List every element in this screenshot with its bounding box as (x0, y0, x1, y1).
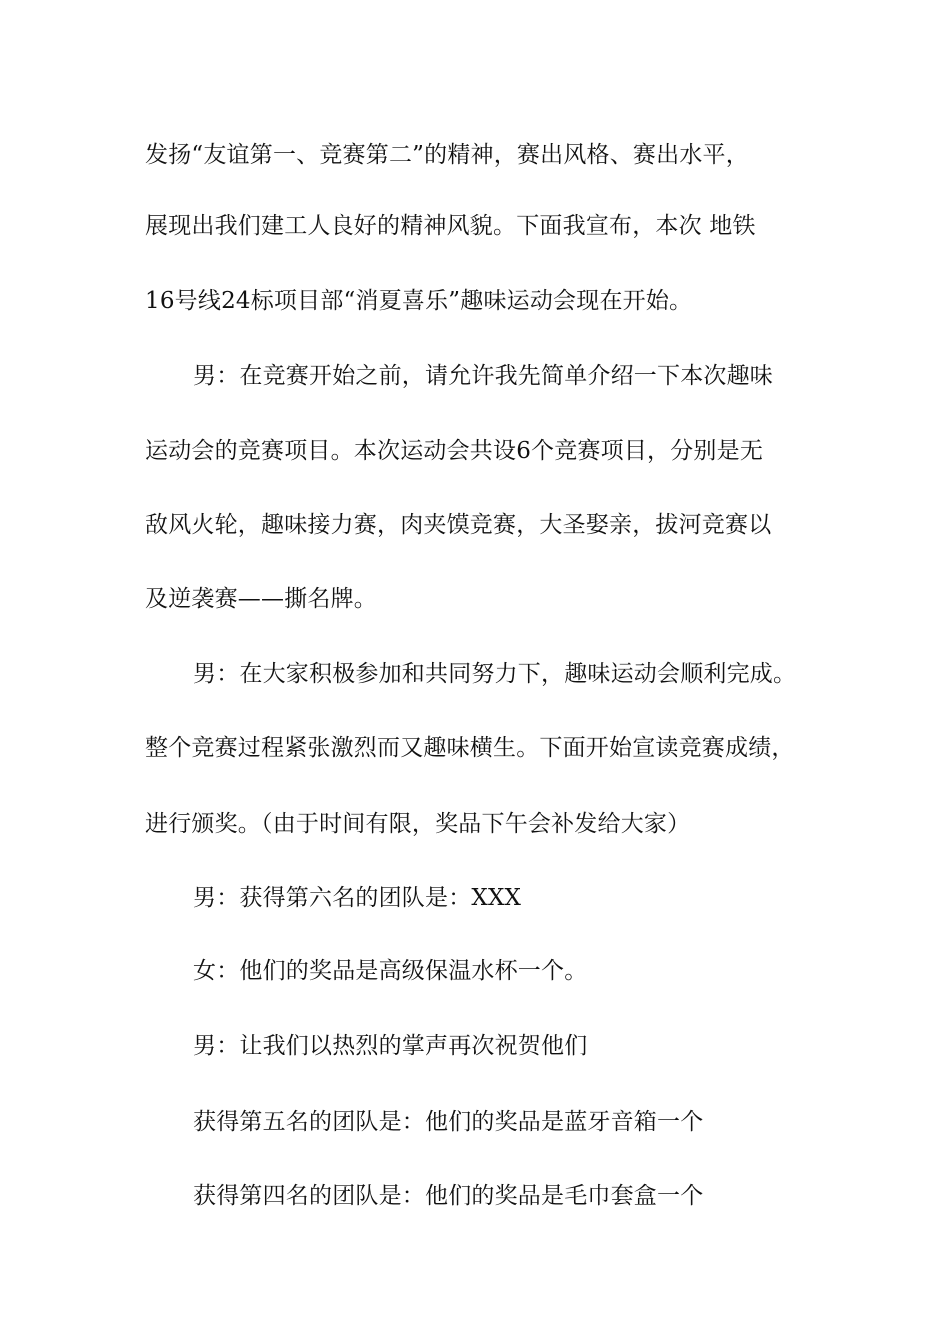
text-line-6: 敌风火轮，趣味接力赛，肉夹馍竞赛，大圣娶亲，拔河竞赛以 (145, 512, 772, 538)
text-line-5: 运动会的竞赛项目。本次运动会共设6个竞赛项目，分别是无 (145, 438, 764, 464)
text-line-3: 16号线24标项目部“消夏喜乐”趣味运动会现在开始。 (145, 288, 693, 314)
text-line-10: 进行颁奖。（由于时间有限，奖品下午会补发给大家） (145, 811, 691, 837)
text-line-12: 女：他们的奖品是高级保温水杯一个。 (193, 958, 588, 984)
text-line-11: 男：获得第六名的团队是：XXX (193, 885, 522, 911)
text-line-15: 获得第四名的团队是：他们的奖品是毛巾套盒一个 (193, 1183, 704, 1209)
text-line-4: 男：在竞赛开始之前，请允许我先简单介绍一下本次趣味 (193, 363, 773, 389)
text-line-1: 发扬“友谊第一、竞赛第二”的精神，赛出风格、赛出水平， (145, 142, 749, 168)
text-line-14: 获得第五名的团队是：他们的奖品是蓝牙音箱一个 (193, 1109, 704, 1135)
text-line-8: 男：在大家积极参加和共同努力下，趣味运动会顺利完成。 (193, 661, 797, 687)
text-line-7: 及逆袭赛——撕名牌。 (145, 586, 377, 612)
text-line-9: 整个竞赛过程紧张激烈而又趣味横生。下面开始宣读竞赛成绩， (145, 735, 795, 761)
text-line-13: 男：让我们以热烈的掌声再次祝贺他们 (193, 1033, 588, 1059)
text-line-2: 展现出我们建工人良好的精神风貌。下面我宣布，本次 地铁 (145, 213, 756, 239)
